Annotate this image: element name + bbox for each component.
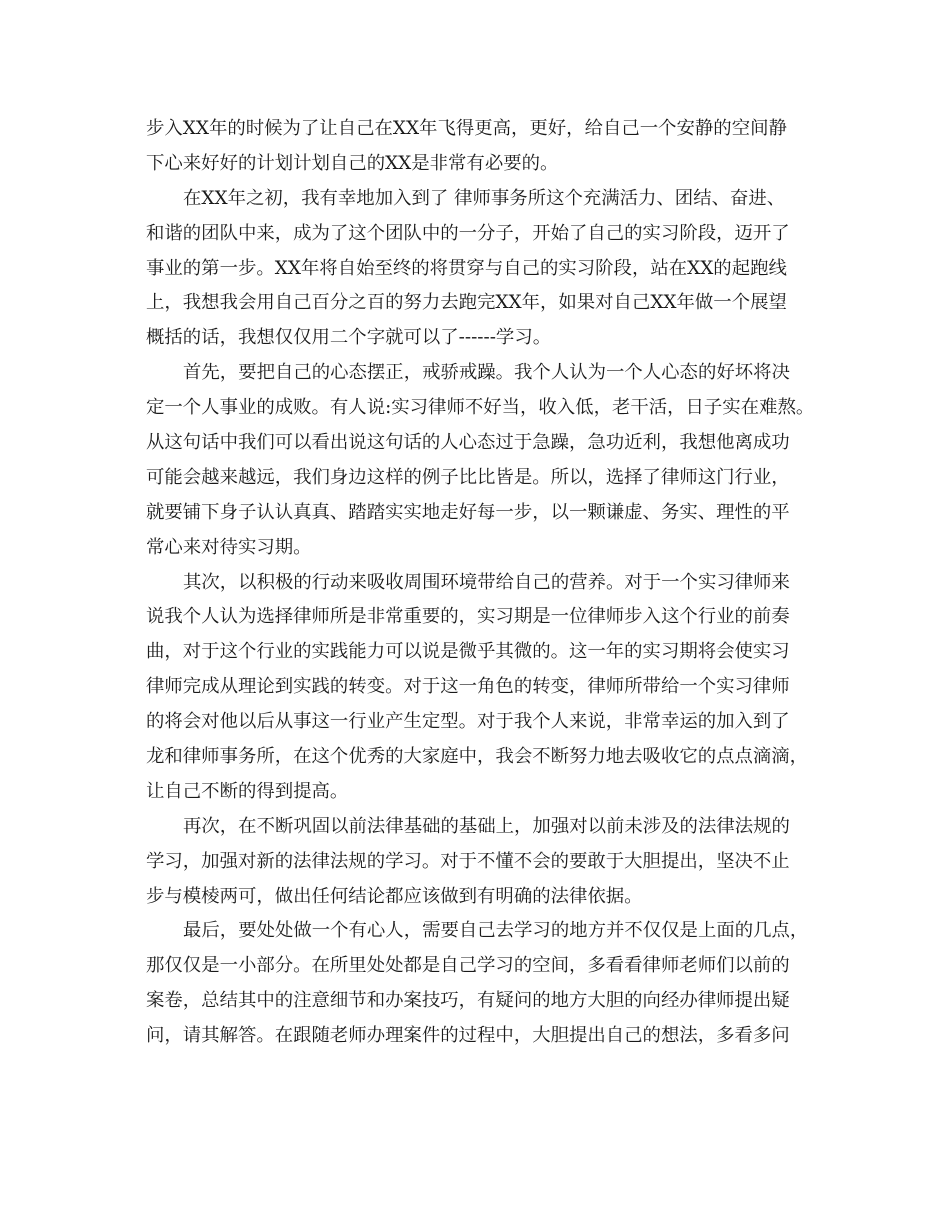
text-line: 下心来好好的计划计划自己的XX是非常有必要的。 [146,152,559,174]
text-line: 步入XX年的时候为了让自己在XX年飞得更高，更好，给自己一个安静的空间静 [146,118,787,139]
text-line: 其次，以积极的行动来吸收周围环境带给自己的营养。对于一个实习律师来 [183,571,790,593]
text-line: 龙和律师事务所，在这个优秀的大家庭中，我会不断努力地去吸收它的点点滴滴， [146,746,809,768]
text-line: 让自己不断的得到提高。 [146,780,349,802]
text-line: 说我个人认为选择律师所是非常重要的，实习期是一位律师步入这个行业的前奏 [146,606,790,628]
text-line: 曲，对于这个行业的实践能力可以说是微乎其微的。这一年的实习期将会使实习 [146,641,790,663]
text-line: 步与模棱两可，做出任何结论都应该做到有明确的法律依据。 [146,885,643,907]
text-line: 概括的话，我想仅仅用二个字就可以了------学习。 [146,327,552,349]
text-line: 首先，要把自己的心态摆正，戒骄戒躁。我个人认为一个人心态的好坏将决 [183,362,790,384]
text-line: 的将会对他以后从事这一行业产生定型。对于我个人来说，非常幸运的加入到了 [146,711,790,733]
text-line: 上，我想我会用自己百分之百的努力去跑完XX年，如果对自己XX年做一个展望 [146,292,787,314]
text-line: 那仅仅是一小部分。在所里处处都是自己学习的空间，多看看律师老师们以前的 [146,955,790,977]
text-line: 最后，要处处做一个有心人，需要自己去学习的地方并不仅仅是上面的几点， [183,920,809,942]
paragraph [146,566,836,810]
text-line: 在XX年之初，我有幸地加入到了 律师事务所这个充满活力、团结、奋进、 [183,187,786,209]
text-line: 案卷，总结其中的注意细节和办案技巧，有疑问的地方大胆的向经办律师提出疑 [146,990,790,1012]
document-body [146,112,836,1054]
text-line: 学习，加强对新的法律法规的学习。对于不懂不会的要敢于大胆提出，坚决不止 [146,850,790,872]
text-line: 可能会越来越远，我们身边这样的例子比比皆是。所以，选择了律师这门行业， [146,466,790,488]
text-line: 从这句话中我们可以看出说这句话的人心态过于急躁，急功近利，我想他离成功 [146,432,790,454]
text-line: 和谐的团队中来，成为了这个团队中的一分子，开始了自己的实习阶段，迈开了 [146,222,790,244]
paragraph [146,112,836,182]
text-line: 律师完成从理论到实践的转变。对于这一角色的转变，律师所带给一个实习律师 [146,676,790,698]
text-line: 定一个人事业的成败。有人说:实习律师不好当，收入低，老干活，日子实在难熬。 [146,397,815,419]
text-line: 事业的第一步。XX年将自始至终的将贯穿与自己的实习阶段，站在XX的起跑线 [146,257,787,279]
text-line: 常心来对待实习期。 [146,536,312,558]
text-line: 再次，在不断巩固以前法律基础的基础上，加强对以前未涉及的法律法规的 [183,815,790,837]
text-line: 问，请其解答。在跟随老师办理案件的过程中，大胆提出自己的想法，多看多问 [146,1025,790,1047]
text-line: 就要铺下身子认认真真、踏踏实实地走好每一步，以一颗谦虚、务实、理性的平 [146,501,790,523]
paragraph [146,182,836,356]
paragraph [146,810,836,915]
paragraph [146,356,836,565]
paragraph [146,914,836,1054]
